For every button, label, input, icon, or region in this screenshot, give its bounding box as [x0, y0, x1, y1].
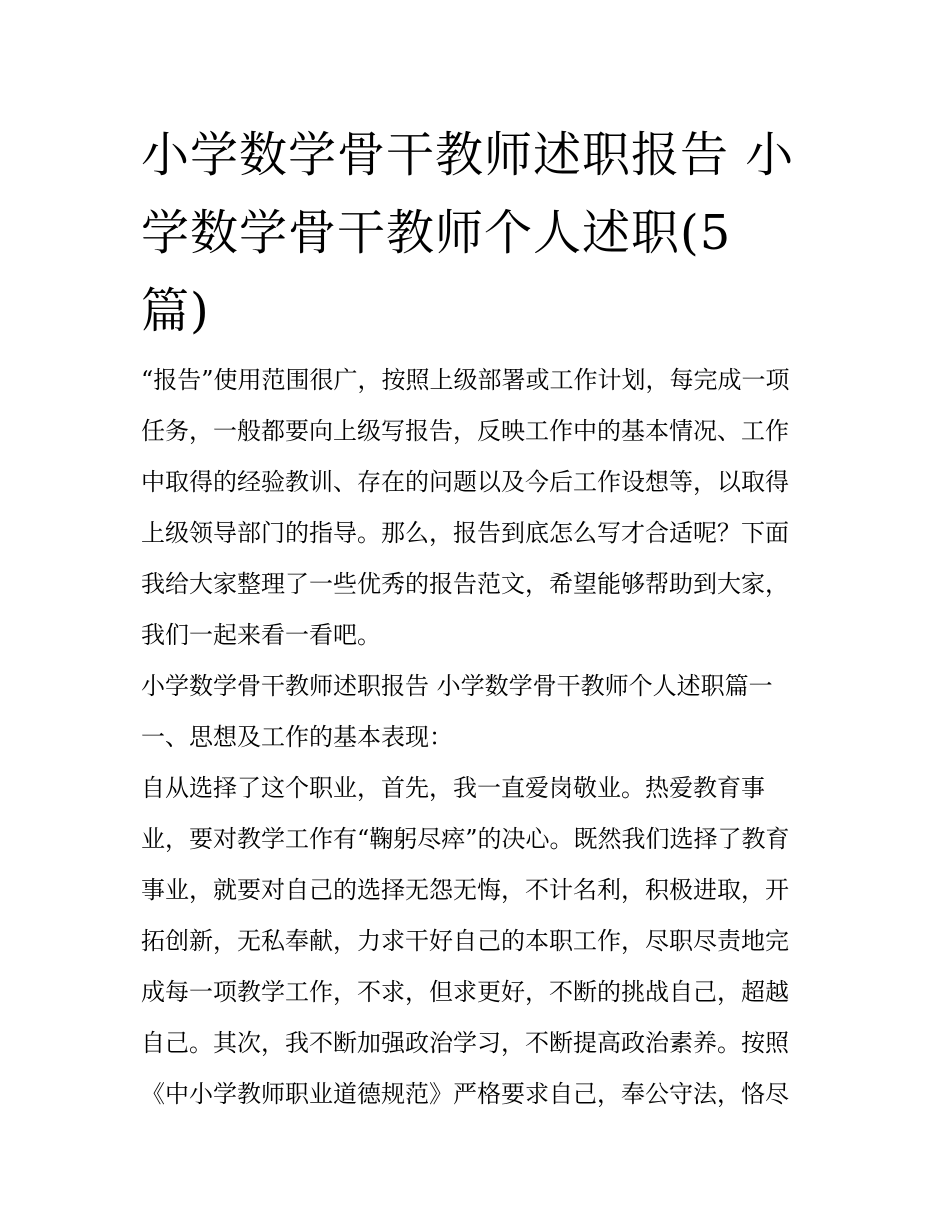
intro-line: 任务，一般都要向上级写报告，反映工作中的基本情况、工作 — [141, 417, 789, 445]
document-title — [141, 116, 821, 350]
document-body — [141, 355, 821, 1120]
paragraph-line: 《中小学教师职业道德规范》严格要求自己，奉公守法，恪尽 — [141, 1080, 789, 1108]
intro-line: 我给大家整理了一些优秀的报告范文，希望能够帮助到大家， — [141, 570, 789, 598]
paragraph-line: 成每一项教学工作，不求，但求更好，不断的挑战自己，超越 — [141, 978, 789, 1006]
title-line: 学数学骨干教师个人述职(5 — [141, 205, 732, 261]
paragraph-line: 拓创新，无私奉献，力求干好自己的本职工作，尽职尽责地完 — [141, 927, 789, 955]
paragraph-line: 业，要对教学工作有“鞠躬尽瘁”的决心。既然我们选择了教育 — [141, 825, 790, 853]
paragraph-line: 事业，就要对自己的选择无怨无悔，不计名利，积极进取，开 — [141, 876, 789, 904]
title-line: 篇) — [141, 283, 210, 339]
intro-line: 中取得的经验教训、存在的问题以及今后工作设想等，以取得 — [141, 468, 789, 496]
section-heading: 小学数学骨干教师述职报告 小学数学骨干教师个人述职篇一 — [141, 672, 773, 700]
title-line: 小学数学骨干教师述职报告 小 — [141, 127, 795, 183]
intro-line: 我们一起来看一看吧。 — [141, 621, 381, 649]
paragraph-line: 自从选择了这个职业，首先，我一直爱岗敬业。热爱教育事 — [141, 774, 765, 802]
intro-line: “报告”使用范围很广，按照上级部署或工作计划，每完成一项 — [141, 366, 790, 394]
intro-line: 上级领导部门的指导。那么，报告到底怎么写才合适呢？下面 — [141, 519, 789, 547]
paragraph-line: 自己。其次，我不断加强政治学习，不断提高政治素养。按照 — [141, 1029, 789, 1057]
subsection-heading: 一、思想及工作的基本表现： — [141, 723, 453, 751]
